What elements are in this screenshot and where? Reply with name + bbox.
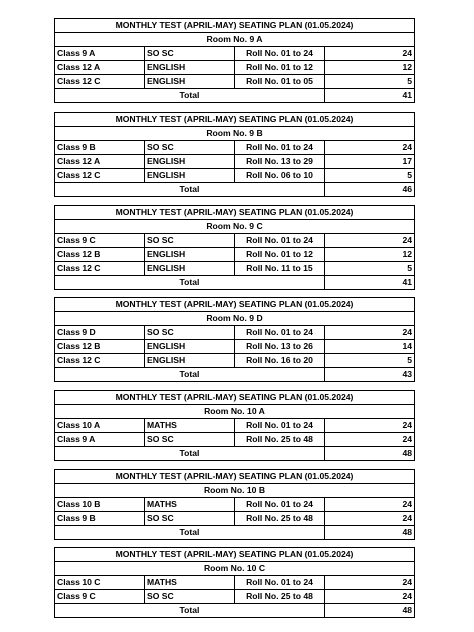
- plan-title: MONTHLY TEST (APRIL-MAY) SEATING PLAN (01.05.2024): [55, 391, 415, 405]
- total-row: [55, 368, 415, 382]
- class-cell: Class 12 A: [55, 61, 145, 75]
- class-cell: Class 10 B: [55, 498, 145, 512]
- table-row: [55, 340, 415, 354]
- total-value: 48: [325, 447, 415, 461]
- subject-cell: ENGLISH: [145, 75, 235, 89]
- room-row: [55, 405, 415, 419]
- class-cell: Class 9 D: [55, 326, 145, 340]
- roll-range-cell: Roll No. 25 to 48: [235, 512, 325, 526]
- roll-range-cell: Roll No. 01 to 24: [235, 498, 325, 512]
- room-row: [55, 484, 415, 498]
- student-count-cell: 24: [325, 326, 415, 340]
- room-number: Room No. 10 C: [55, 562, 415, 576]
- student-count-cell: 5: [325, 75, 415, 89]
- class-cell: Class 9 C: [55, 234, 145, 248]
- seating-plan-table: [54, 547, 415, 618]
- subject-cell: SO SC: [145, 234, 235, 248]
- table-row: [55, 590, 415, 604]
- table-row: [55, 169, 415, 183]
- room-row: [55, 127, 415, 141]
- class-cell: Class 12 A: [55, 155, 145, 169]
- total-label: Total: [55, 604, 325, 618]
- roll-range-cell: Roll No. 16 to 20: [235, 354, 325, 368]
- subject-cell: ENGLISH: [145, 248, 235, 262]
- total-label: Total: [55, 526, 325, 540]
- roll-range-cell: Roll No. 01 to 24: [235, 141, 325, 155]
- subject-cell: SO SC: [145, 47, 235, 61]
- student-count-cell: 5: [325, 169, 415, 183]
- student-count-cell: 24: [325, 576, 415, 590]
- subject-cell: ENGLISH: [145, 340, 235, 354]
- total-value: 41: [325, 276, 415, 290]
- table-row: [55, 354, 415, 368]
- class-cell: Class 10 A: [55, 419, 145, 433]
- total-label: Total: [55, 368, 325, 382]
- total-value: 43: [325, 368, 415, 382]
- student-count-cell: 24: [325, 234, 415, 248]
- plan-title-row: [55, 391, 415, 405]
- room-number: Room No. 9 A: [55, 33, 415, 47]
- plan-title: MONTHLY TEST (APRIL-MAY) SEATING PLAN (01.05.2024): [55, 113, 415, 127]
- class-cell: Class 9 A: [55, 47, 145, 61]
- subject-cell: ENGLISH: [145, 61, 235, 75]
- total-value: 41: [325, 89, 415, 103]
- plan-title: MONTHLY TEST (APRIL-MAY) SEATING PLAN (01.05.2024): [55, 548, 415, 562]
- table-row: [55, 419, 415, 433]
- total-row: [55, 526, 415, 540]
- plan-title-row: [55, 113, 415, 127]
- table-row: [55, 248, 415, 262]
- subject-cell: SO SC: [145, 141, 235, 155]
- subject-cell: ENGLISH: [145, 169, 235, 183]
- roll-range-cell: Roll No. 01 to 12: [235, 61, 325, 75]
- class-cell: Class 10 C: [55, 576, 145, 590]
- class-cell: Class 9 B: [55, 512, 145, 526]
- total-row: [55, 89, 415, 103]
- plan-title-row: [55, 470, 415, 484]
- roll-range-cell: Roll No. 13 to 26: [235, 340, 325, 354]
- subject-cell: SO SC: [145, 512, 235, 526]
- class-cell: Class 12 B: [55, 248, 145, 262]
- table-row: [55, 155, 415, 169]
- table-row: [55, 262, 415, 276]
- seating-plan-table: [54, 469, 415, 540]
- room-number: Room No. 9 C: [55, 220, 415, 234]
- seating-plan-table: [54, 205, 415, 290]
- total-row: [55, 276, 415, 290]
- plan-title-row: [55, 19, 415, 33]
- subject-cell: MATHS: [145, 498, 235, 512]
- table-row: [55, 576, 415, 590]
- subject-cell: ENGLISH: [145, 262, 235, 276]
- student-count-cell: 12: [325, 61, 415, 75]
- total-value: 48: [325, 604, 415, 618]
- room-number: Room No. 9 D: [55, 312, 415, 326]
- plan-title-row: [55, 206, 415, 220]
- roll-range-cell: Roll No. 01 to 24: [235, 47, 325, 61]
- subject-cell: SO SC: [145, 326, 235, 340]
- table-row: [55, 498, 415, 512]
- plan-title: MONTHLY TEST (APRIL-MAY) SEATING PLAN (01.05.2024): [55, 298, 415, 312]
- student-count-cell: 5: [325, 354, 415, 368]
- class-cell: Class 12 C: [55, 169, 145, 183]
- total-value: 46: [325, 183, 415, 197]
- student-count-cell: 24: [325, 433, 415, 447]
- plan-title: MONTHLY TEST (APRIL-MAY) SEATING PLAN (01.05.2024): [55, 19, 415, 33]
- roll-range-cell: Roll No. 01 to 05: [235, 75, 325, 89]
- student-count-cell: 5: [325, 262, 415, 276]
- total-label: Total: [55, 183, 325, 197]
- total-value: 48: [325, 526, 415, 540]
- student-count-cell: 12: [325, 248, 415, 262]
- table-row: [55, 326, 415, 340]
- roll-range-cell: Roll No. 25 to 48: [235, 590, 325, 604]
- plan-title: MONTHLY TEST (APRIL-MAY) SEATING PLAN (01.05.2024): [55, 470, 415, 484]
- total-row: [55, 604, 415, 618]
- roll-range-cell: Roll No. 13 to 29: [235, 155, 325, 169]
- seating-plan-table: [54, 390, 415, 461]
- class-cell: Class 9 B: [55, 141, 145, 155]
- class-cell: Class 12 C: [55, 354, 145, 368]
- room-number: Room No. 9 B: [55, 127, 415, 141]
- roll-range-cell: Roll No. 01 to 24: [235, 576, 325, 590]
- student-count-cell: 24: [325, 498, 415, 512]
- seating-plan-table: [54, 18, 415, 103]
- student-count-cell: 24: [325, 141, 415, 155]
- room-row: [55, 33, 415, 47]
- table-row: [55, 75, 415, 89]
- roll-range-cell: Roll No. 01 to 12: [235, 248, 325, 262]
- subject-cell: MATHS: [145, 419, 235, 433]
- table-row: [55, 433, 415, 447]
- subject-cell: SO SC: [145, 590, 235, 604]
- roll-range-cell: Roll No. 01 to 24: [235, 326, 325, 340]
- class-cell: Class 12 C: [55, 75, 145, 89]
- total-label: Total: [55, 89, 325, 103]
- seating-plan-table: [54, 112, 415, 197]
- class-cell: Class 12 C: [55, 262, 145, 276]
- subject-cell: MATHS: [145, 576, 235, 590]
- roll-range-cell: Roll No. 06 to 10: [235, 169, 325, 183]
- plan-title-row: [55, 548, 415, 562]
- roll-range-cell: Roll No. 01 to 24: [235, 234, 325, 248]
- room-row: [55, 562, 415, 576]
- total-label: Total: [55, 276, 325, 290]
- roll-range-cell: Roll No. 01 to 24: [235, 419, 325, 433]
- student-count-cell: 17: [325, 155, 415, 169]
- roll-range-cell: Roll No. 11 to 15: [235, 262, 325, 276]
- room-number: Room No. 10 A: [55, 405, 415, 419]
- student-count-cell: 24: [325, 47, 415, 61]
- total-row: [55, 183, 415, 197]
- student-count-cell: 24: [325, 590, 415, 604]
- total-row: [55, 447, 415, 461]
- table-row: [55, 47, 415, 61]
- room-number: Room No. 10 B: [55, 484, 415, 498]
- plan-title: MONTHLY TEST (APRIL-MAY) SEATING PLAN (01.05.2024): [55, 206, 415, 220]
- roll-range-cell: Roll No. 25 to 48: [235, 433, 325, 447]
- total-label: Total: [55, 447, 325, 461]
- table-row: [55, 61, 415, 75]
- class-cell: Class 9 A: [55, 433, 145, 447]
- student-count-cell: 24: [325, 419, 415, 433]
- class-cell: Class 9 C: [55, 590, 145, 604]
- table-row: [55, 234, 415, 248]
- seating-plan-table: [54, 297, 415, 382]
- table-row: [55, 512, 415, 526]
- subject-cell: ENGLISH: [145, 155, 235, 169]
- subject-cell: SO SC: [145, 433, 235, 447]
- subject-cell: ENGLISH: [145, 354, 235, 368]
- student-count-cell: 24: [325, 512, 415, 526]
- class-cell: Class 12 B: [55, 340, 145, 354]
- plan-title-row: [55, 298, 415, 312]
- table-row: [55, 141, 415, 155]
- student-count-cell: 14: [325, 340, 415, 354]
- room-row: [55, 220, 415, 234]
- room-row: [55, 312, 415, 326]
